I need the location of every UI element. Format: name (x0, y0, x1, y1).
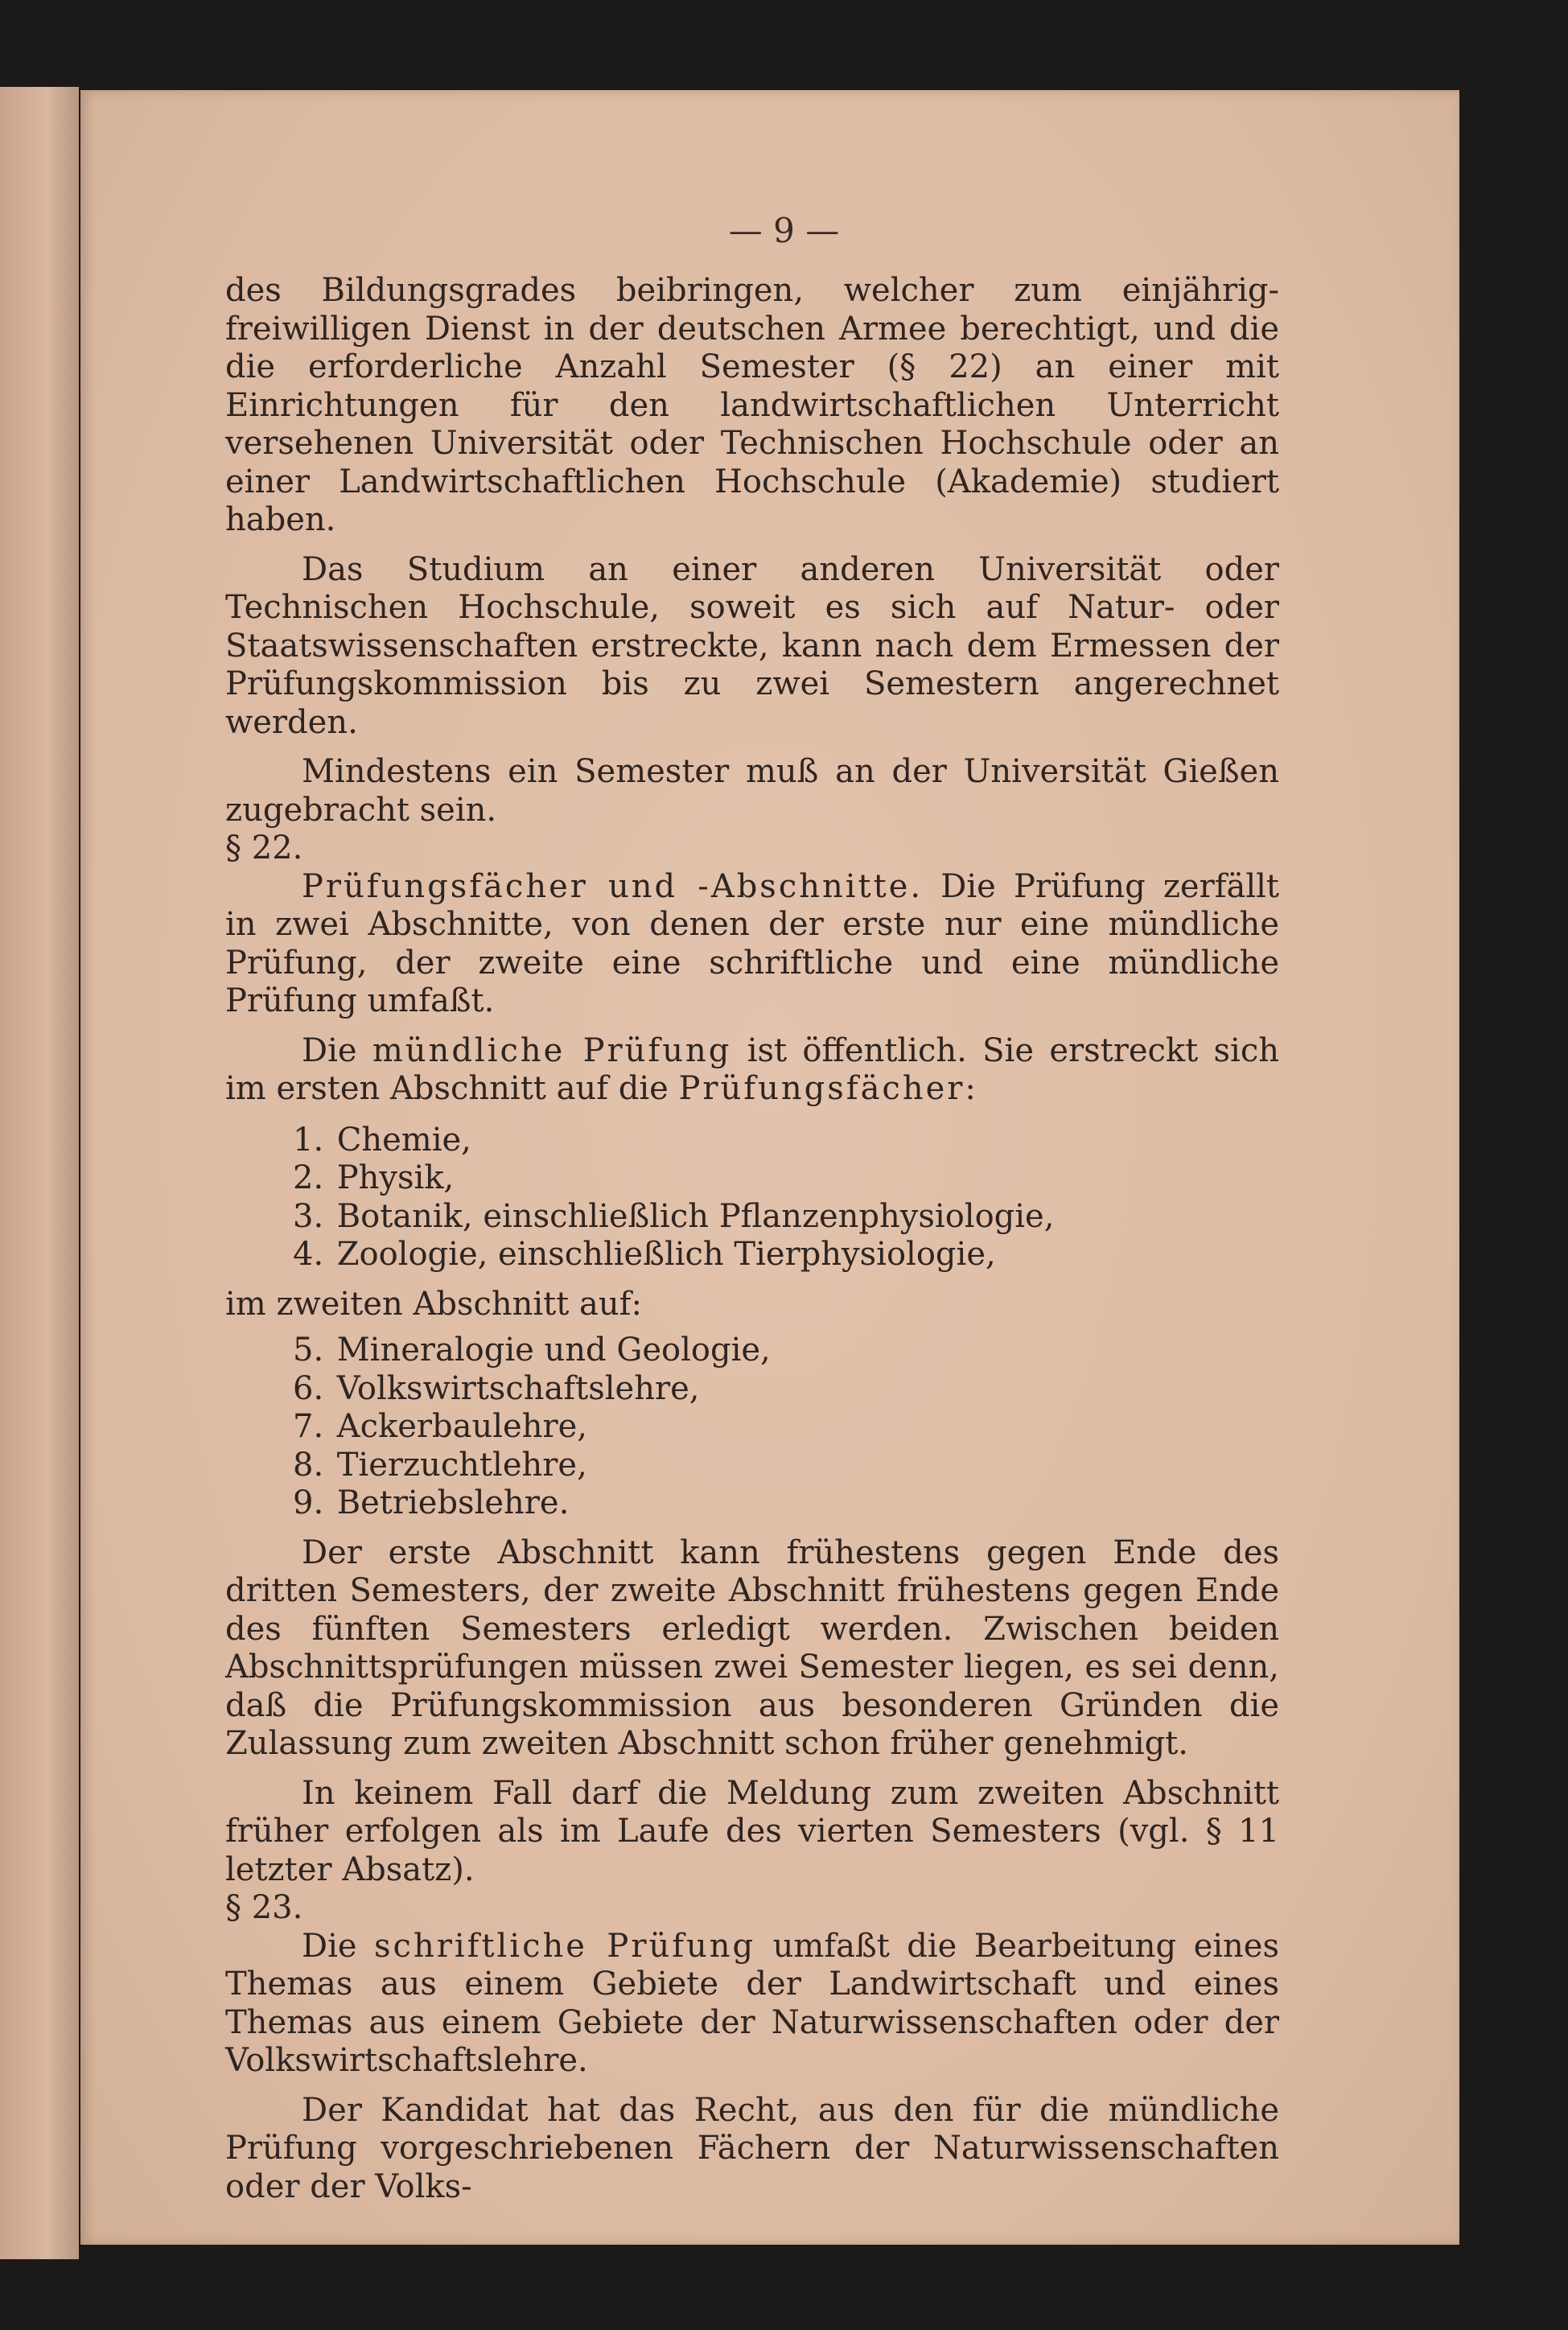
list-item (293, 1408, 1279, 1447)
list-number: 5. (293, 1332, 324, 1369)
text-run: Die (302, 1031, 357, 1069)
list-text: Volkswirtschaftslehre, (336, 1369, 700, 1407)
text-run: Die (302, 1927, 357, 1965)
spaced-term: Prüfungsfächer (678, 1070, 965, 1107)
paragraph: des Bildungsgrades beibringen, welcher zum einjährig-freiwilligen Dienst in der deutschen Armee berechtigt, und die die erforderliche Anzahl Semester (§ 22) an einer mit Einrichtungen für den landwirtschaftlichen Unterricht versehenen Universität oder Technischen Hochschule oder an einer Landwirtschaftlichen Hochschule (Akademie) studiert haben. (225, 272, 1279, 538)
paragraph-text: Die Prüfung zerfällt in zwei Abschnitte, von denen der erste nur eine mündliche Prüfung, der zweite eine schriftliche und eine mündliche Prüfung umfaßt. (225, 867, 1279, 1019)
list-text: Mineralogie und Geologie, (336, 1332, 771, 1369)
list-item (293, 1198, 1279, 1237)
paragraph: In keinem Fall darf die Meldung zum zweiten Abschnitt früher erfolgen als im Laufe des vierten Semesters (vgl. § 11 letzter Absatz). (225, 1774, 1279, 1888)
list-text: Tierzuchtlehre, (336, 1446, 587, 1484)
list-intro: im zweiten Abschnitt auf: (225, 1285, 642, 1323)
exam-subjects-list-second (225, 1332, 1279, 1523)
list-text: Ackerbaulehre, (336, 1408, 587, 1445)
paragraph: Das Studium an einer anderen Universität oder Technischen Hochschule, soweit es sich auf Natur- oder Staatswissenschaften erstreckte, kann nach dem Ermessen der Prüfungskommission bis zu zwei Semestern angerechnet werden. (225, 550, 1279, 741)
list-item (293, 1122, 1279, 1160)
list-number: 7. (293, 1408, 324, 1445)
list-number: 6. (293, 1369, 324, 1407)
list-number: 2. (293, 1159, 324, 1196)
section-heading-23: § 23. (225, 1889, 303, 1926)
section-heading-22: § 22. (225, 829, 303, 867)
paragraph: Der erste Abschnitt kann frühestens gegen Ende des dritten Semesters, der zweite Abschnitt frühestens gegen Ende des fünften Semesters erledigt werden. Zwischen beiden Abschnittsprüfungen müssen zwei Semester liegen, es sei denn, daß die Prüfungskommission aus besonderen Gründen die Zulassung zum zweiten Abschnitt schon früher genehmigt. (225, 1533, 1279, 1762)
paragraph: Der Kandidat hat das Recht, aus den für die mündliche Prüfung vorgeschriebenen Fächern der Naturwissenschaften oder der Volks- (225, 2091, 1279, 2205)
list-number: 9. (293, 1484, 324, 1521)
list-text: Botanik, einschließlich Pflanzenphysiologie, (336, 1197, 1055, 1235)
list-item (293, 1370, 1279, 1409)
spaced-term: schriftliche Prüfung (374, 1927, 756, 1965)
list-item (293, 1236, 1279, 1274)
paragraph-with-heading (225, 868, 1279, 1021)
left-page-edge (0, 87, 79, 2259)
list-item (293, 1484, 1279, 1523)
list-item (293, 1159, 1279, 1198)
list-text: Physik, (336, 1159, 455, 1196)
list-number: 3. (293, 1197, 324, 1235)
paragraph: Mindestens ein Semester muß an der Universität Gießen zugebracht sein. (225, 753, 1279, 829)
paragraph-heading: Prüfungsfächer und -Abschnitte. (302, 867, 924, 905)
text-run: umfaßt die Bearbeitung eines Themas aus einem Gebiete der Landwirtschaft und eines Themas aus einem Gebiete der Naturwissenschaften oder der Volkswirtschaftslehre. (225, 1927, 1280, 2079)
text-run: : (965, 1070, 976, 1107)
list-number: 1. (293, 1121, 324, 1159)
list-item (293, 1447, 1279, 1485)
exam-subjects-list-first (225, 1122, 1279, 1274)
spaced-term: mündliche Prüfung (372, 1031, 732, 1069)
list-item (293, 1332, 1279, 1370)
list-text: Zoologie, einschließlich Tierphysiologie, (336, 1236, 996, 1273)
list-text: Betriebslehre. (336, 1484, 570, 1521)
text-run: ist öffentlich. Sie erstreckt sich im ersten Abschnitt auf die (225, 1031, 1280, 1107)
paragraph (225, 1032, 1279, 1109)
list-number: 8. (293, 1446, 324, 1484)
list-text: Chemie, (336, 1121, 471, 1159)
page-body (225, 272, 1279, 2206)
paragraph (225, 1928, 1279, 2081)
page-number: — 9 — (728, 211, 840, 250)
list-number: 4. (293, 1236, 324, 1273)
